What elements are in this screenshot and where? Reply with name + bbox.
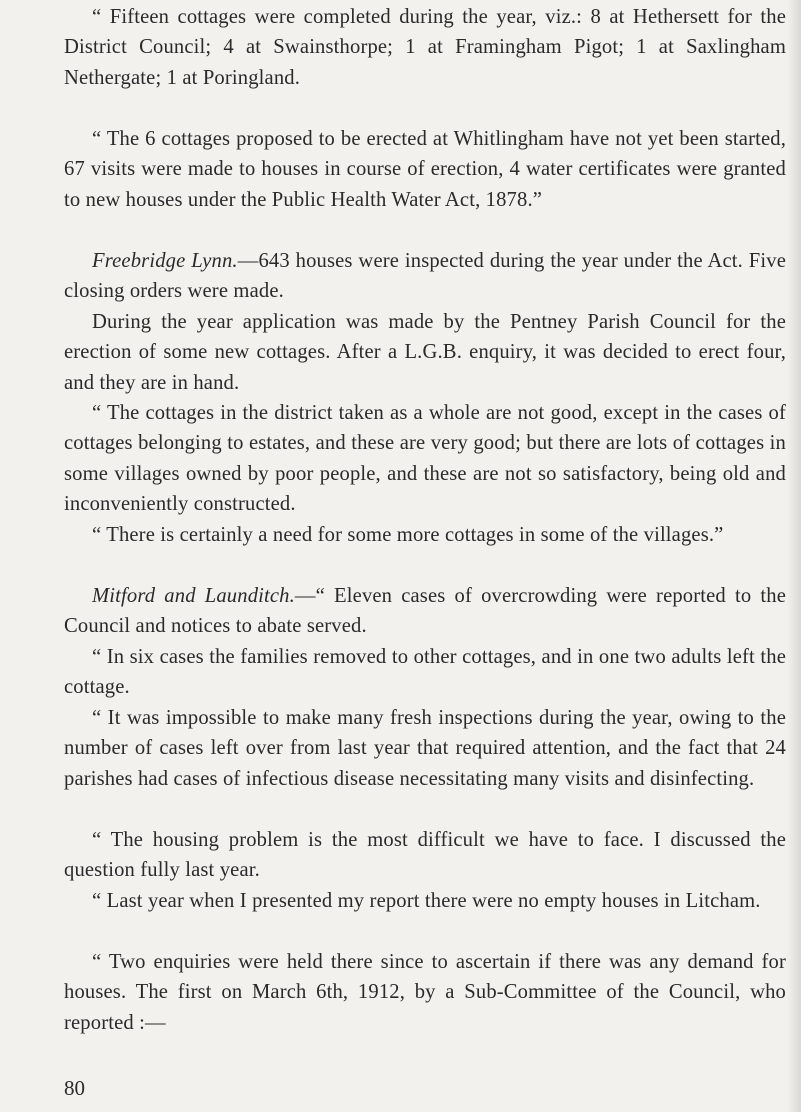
paragraph-text: “ It was impossible to make many fresh inspections during the year, owing to the number of cases left over from last year that required attention, and the fact that 24 parishes had cases of infectious disease necessitating many visits and disinfecting. [64, 707, 786, 790]
page-edge-shadow [787, 0, 801, 1112]
place-heading-freebridge-lynn: Freebridge Lynn. [92, 250, 238, 272]
paragraph-pentney [64, 307, 786, 398]
paragraph-text: “ The housing problem is the most difficult we have to face. I discussed the question fully last year. [64, 829, 786, 882]
paragraph-text: “ The cottages in the district taken as a whole are not good, except in the cases of cottages belonging to estates, and these are very good; but there are lots of cottages in some villages owned by poor people, and these are not so satisfactory, being old and inconveniently constructed. [64, 402, 786, 516]
page-number: 80 [64, 1076, 85, 1100]
paragraph-text: “ There is certainly a need for some more cottages in some of the villages.” [92, 524, 724, 546]
paragraph-cottages-completed [64, 2, 786, 93]
paragraph-text: During the year application was made by the Pentney Parish Council for the erection of some new cottages. After a L.G.B. enquiry, it was decided to erect four, and they are in hand. [64, 311, 786, 394]
paragraph-text: “ Fifteen cottages were completed during the year, viz.: 8 at Hethersett for the District Council; 4 at Swainsthorpe; 1 at Framingham Pigot; 1 at Saxlingham Nethergate; 1 at Poringland. [64, 6, 786, 89]
paragraph-text: “ In six cases the families removed to other cottages, and in one two adults left the cottage. [64, 646, 786, 699]
paragraph-enquiries [64, 947, 786, 1038]
paragraph-text: “ The 6 cottages proposed to be erected at Whitlingham have not yet been started, 67 visits were made to houses in course of erection, 4 water certificates were granted to new houses under the Public Health Water Act, 1878.” [64, 128, 786, 211]
paragraph-text: —643 houses were inspected during the year under the Act. Five closing orders were made. [64, 250, 786, 303]
paragraph-housing-problem [64, 825, 786, 886]
place-heading-mitford-launditch: Mitford and Launditch. [92, 585, 295, 607]
paragraph-need-cottages [64, 520, 786, 550]
paragraph-whitlingham [64, 124, 786, 215]
paragraph-text: —“ Eleven cases of overcrowding were reported to the Council and notices to abate served. [64, 585, 786, 638]
paragraph-mitford-launditch [64, 581, 786, 642]
paragraph-litcham [64, 886, 786, 916]
paragraph-text: “ Last year when I presented my report there were no empty houses in Litcham. [92, 890, 761, 912]
paragraph-six-cases [64, 642, 786, 703]
paragraph-text: “ Two enquiries were held there since to ascertain if there was any demand for houses. The first on March 6th, 1912, by a Sub-Committee of the Council, who reported :— [64, 951, 786, 1034]
paragraph-inspections [64, 703, 786, 794]
paragraph-cottages-district [64, 398, 786, 520]
paragraph-freebridge-lynn [64, 246, 786, 307]
